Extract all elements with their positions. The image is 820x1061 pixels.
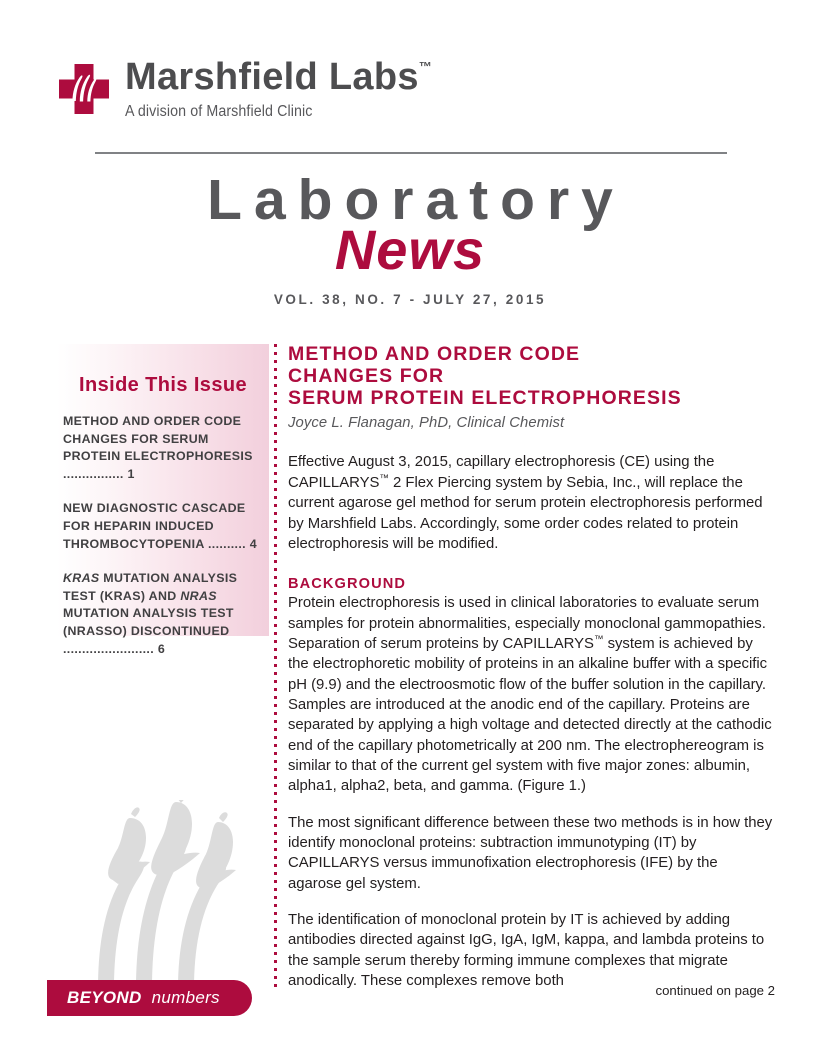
article-headline [288, 344, 775, 409]
toc-leader: ................ [63, 466, 124, 481]
badge-label [67, 988, 220, 1008]
badge-light-word: numbers [151, 988, 220, 1007]
issue-line: VOL. 38, NO. 7 - JULY 27, 2015 [273, 292, 547, 307]
toc-page-number: 1 [127, 466, 135, 481]
headline-line-1: METHOD AND ORDER CODE [288, 343, 581, 365]
table-of-contents [61, 413, 265, 658]
headline-line-3: SERUM PROTEIN ELECTROPHORESIS [288, 386, 682, 409]
beyond-numbers-badge [47, 980, 252, 1016]
section-heading-background: BACKGROUND [288, 576, 407, 593]
lead-part-2: 2 Flex Piercing system by Sebia, Inc., will replace the current agarose gel method for serum protein electrophoresis performed by Marshfield Labs. Accordingly, some order codes related to protein electrophoresis will be modified. [288, 474, 763, 552]
trademark-symbol: ™ [418, 59, 433, 74]
article-byline: Joyce L. Flanagan, PhD, Clinical Chemist [288, 415, 565, 432]
toc-entry[interactable]: KRAS MUTATION ANALYSIS TEST (KRAS) AND NRAS MUTATION ANALYSIS TEST (NRASSO) DISCONTINUED ........................ 6 [63, 571, 238, 656]
masthead-divider [95, 152, 727, 154]
background-part-2: system is achieved by the electrophoretic mobility of proteins in an alkaline buffer with a specific pH (9.9) and the electroosmotic flow of the buffer solution in the capillary. Samples are introduced at the anodic end of the capillary. Proteins are separated by applying a high voltage and detected directly at the cathodic end of the capillary photometrically at 200 nm. The electrophereogram is similar to that of the current gel system with five major zones: albumin, alpha1, alpha2, beta, and gamma. (Figure 1.) [288, 635, 772, 795]
trademark-symbol: ™ [593, 633, 604, 645]
publication-title: Laboratory [207, 168, 625, 232]
marshfield-cross-icon [57, 62, 111, 116]
background-paragraph [288, 593, 775, 796]
logo-tagline: A division of Marshfield Clinic [125, 103, 313, 120]
badge-bold-word: BEYOND [67, 988, 142, 1007]
paragraph-identification: The identification of monoclonal protein by IT is achieved by adding antibodies directed against IgG, IgA, IgM, kappa, and lambda proteins to the sample serum thereby forming immune complexes that migrate anodically. These complexes remove both [288, 912, 765, 990]
continued-note: continued on page 2 [655, 983, 775, 998]
lead-part-1: Effective August 3, 2015, capillary electrophoresis (CE) using the CAPILLARYS [288, 454, 715, 491]
logo-wordmark: Marshfield Labs™ [125, 56, 433, 98]
toc-page-number: 4 [249, 536, 257, 551]
toc-leader: ........................ [63, 641, 155, 656]
toc-leader: .......... [204, 536, 246, 551]
headline-line-2: CHANGES FOR [288, 364, 445, 387]
brand-logo [57, 58, 432, 121]
trademark-symbol: ™ [379, 472, 389, 484]
lead-paragraph [288, 452, 775, 554]
toc-page-number: 6 [157, 641, 166, 656]
paragraph-methods-difference: The most significant difference between these two methods is in how they identify monoclonal proteins: subtraction immunotyping (IT) by CAPILLARYS versus immunofixation electrophoresis (IFE) by the agarose gel system. [288, 814, 773, 892]
toc-entry[interactable]: NEW DIAGNOSTIC CASCADE FOR HEPARIN INDUCED THROMBOCYTOPENIA .......... 4 [63, 501, 257, 551]
background-part-1: Protein electrophoresis is used in clinical laboratories to evaluate serum samples for protein abnormalities, especially monoclonal gammopathies. Separation of serum proteins by CAPILLARYS [288, 595, 766, 652]
publication-title-script: News [334, 218, 486, 281]
column-divider [274, 344, 277, 990]
sidebar-heading: Inside This Issue [79, 374, 247, 396]
toc-entry[interactable]: METHOD AND ORDER CODE CHANGES FOR SERUM PROTEIN ELECTROPHORESIS ................ 1 [63, 414, 253, 481]
inside-this-issue-panel [57, 344, 269, 656]
cattails-watermark [88, 800, 258, 990]
article-column [288, 344, 775, 991]
